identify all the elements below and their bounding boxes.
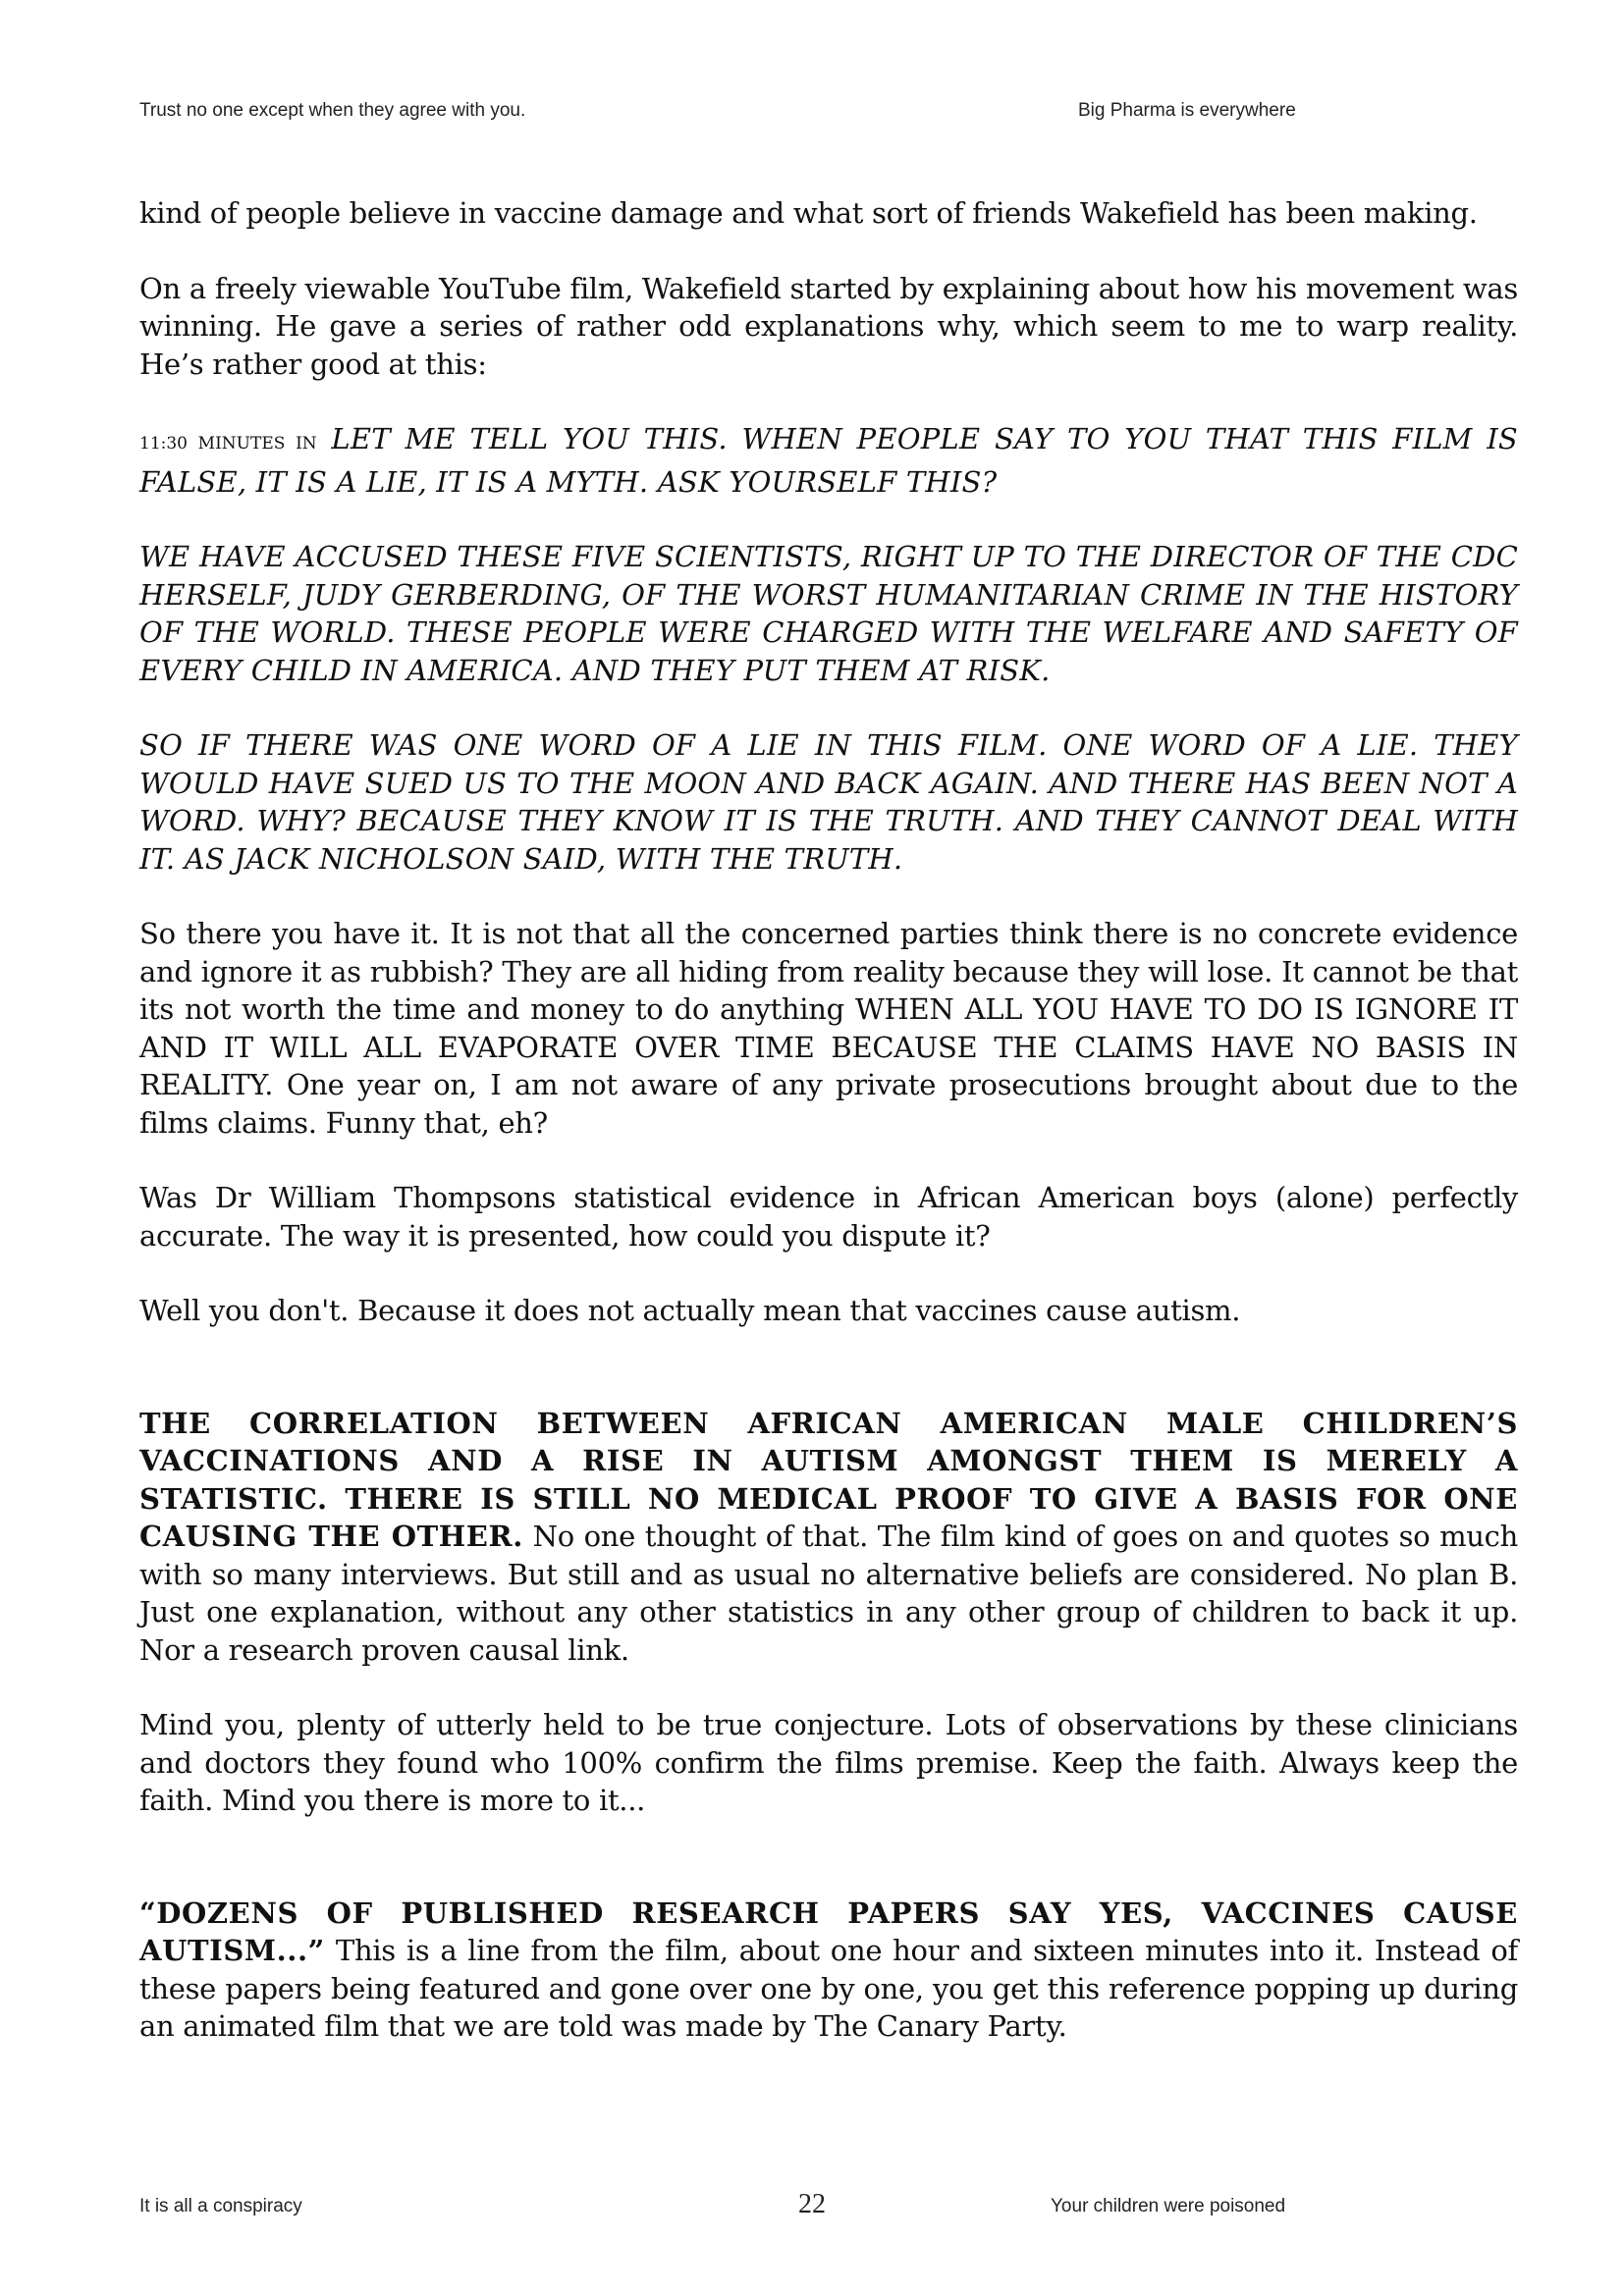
paragraph: Mind you, plenty of utterly held to be true conjecture. Lots of observations by these clinicians and doctors they found who 100% confirm the films premise. Keep the faith. Always keep the faith. Mind you there is more to it... bbox=[139, 1708, 1518, 1817]
running-footer-left: It is all a conspiracy bbox=[139, 2196, 302, 2216]
emphasis-bold: THE CORRELATION BETWEEN AFRICAN AMERICAN MALE CHILDREN’S VACCINATIONS AND A RISE IN AUTISM AMONGST THEM IS MERELY A STATISTIC. THERE IS STILL NO MEDICAL PROOF TO GIVE A BASIS FOR ONE CAUSING THE OTHER. bbox=[139, 1406, 1518, 1553]
paragraph bbox=[139, 1405, 1518, 1670]
running-header-left: Trust no one except when they agree with you. bbox=[139, 100, 526, 121]
paragraph-text: This is a line from the film, about one hour and sixteen minutes into it. Instead of these papers being featured and gone over one by one, you get this reference popping up during an animated film that we are told was made by The Canary Party. bbox=[139, 1934, 1518, 2043]
running-footer-right: Your children were poisoned bbox=[1051, 2196, 1286, 2216]
quote-block bbox=[139, 420, 1518, 501]
paragraph: So there you have it. It is not that all the concerned parties think there is no concrete evidence and ignore it as rubbish? They are all hiding from reality because they will lose. It cannot be that its not worth the time and money to do anything WHEN ALL YOU HAVE TO DO IS IGNORE IT AND IT WILL ALL EVAPORATE OVER TIME BECAUSE THE CLAIMS HAVE NO BASIS IN REALITY. One year on, I am not aware of any private prosecutions brought about due to the films claims. Funny that, eh? bbox=[139, 917, 1518, 1140]
paragraph bbox=[139, 1895, 1518, 2046]
quote-block: SO IF THERE WAS ONE WORD OF A LIE IN THIS FILM. ONE WORD OF A LIE. THEY WOULD HAVE SUED US TO THE MOON AND BACK AGAIN. AND THERE HAS BEEN NOT A WORD. WHY? BECAUSE THEY KNOW IT IS THE TRUTH. AND THEY CANNOT DEAL WITH IT. AS JACK NICHOLSON SAID, WITH THE TRUTH. bbox=[139, 728, 1518, 876]
page-number: 22 bbox=[798, 2189, 826, 2219]
paragraph: Was Dr William Thompsons statistical evidence in African American boys (alone) perfectly accurate. The way it is presented, how could you dispute it? bbox=[139, 1181, 1518, 1253]
quote-timestamp-label: 11:30 MINUTES IN bbox=[139, 434, 317, 454]
quote-text: LET ME TELL YOU THIS. WHEN PEOPLE SAY TO YOU THAT THIS FILM IS FALSE, IT IS A LIE, IT IS A MYTH. ASK YOURSELF THIS? bbox=[139, 422, 1518, 499]
paragraph: Well you don't. Because it does not actually mean that vaccines cause autism. bbox=[139, 1294, 1241, 1327]
running-header-right: Big Pharma is everywhere bbox=[1078, 100, 1296, 121]
paragraph-text: No one thought of that. The film kind of goes on and quotes so much with so many interviews. But still and as usual no alternative beliefs are considered. No plan B. Just one explanation, without any other statistics in any other group of children to back it up. Nor a research proven causal link. bbox=[139, 1520, 1518, 1667]
page-body bbox=[139, 194, 1518, 2083]
paragraph: kind of people believe in vaccine damage and what sort of friends Wakefield has been making. bbox=[139, 196, 1478, 230]
quote-block: WE HAVE ACCUSED THESE FIVE SCIENTISTS, RIGHT UP TO THE DIRECTOR OF THE CDC HERSELF, JUDY GERBERDING, OF THE WORST HUMANITARIAN CRIME IN THE HISTORY OF THE WORLD. THESE PEOPLE WERE CHARGED WITH THE WELFARE AND SAFETY OF EVERY CHILD IN AMERICA. AND THEY PUT THEM AT RISK. bbox=[139, 540, 1518, 687]
paragraph: On a freely viewable YouTube film, Wakefield started by explaining about how his movement was winning. He gave a series of rather odd explanations why, which seem to me to warp reality. He’s rather good at this: bbox=[139, 271, 1518, 381]
emphasis-bold: “DOZENS OF PUBLISHED RESEARCH PAPERS SAY YES, VACCINES CAUSE AUTISM...” bbox=[139, 1896, 1518, 1967]
